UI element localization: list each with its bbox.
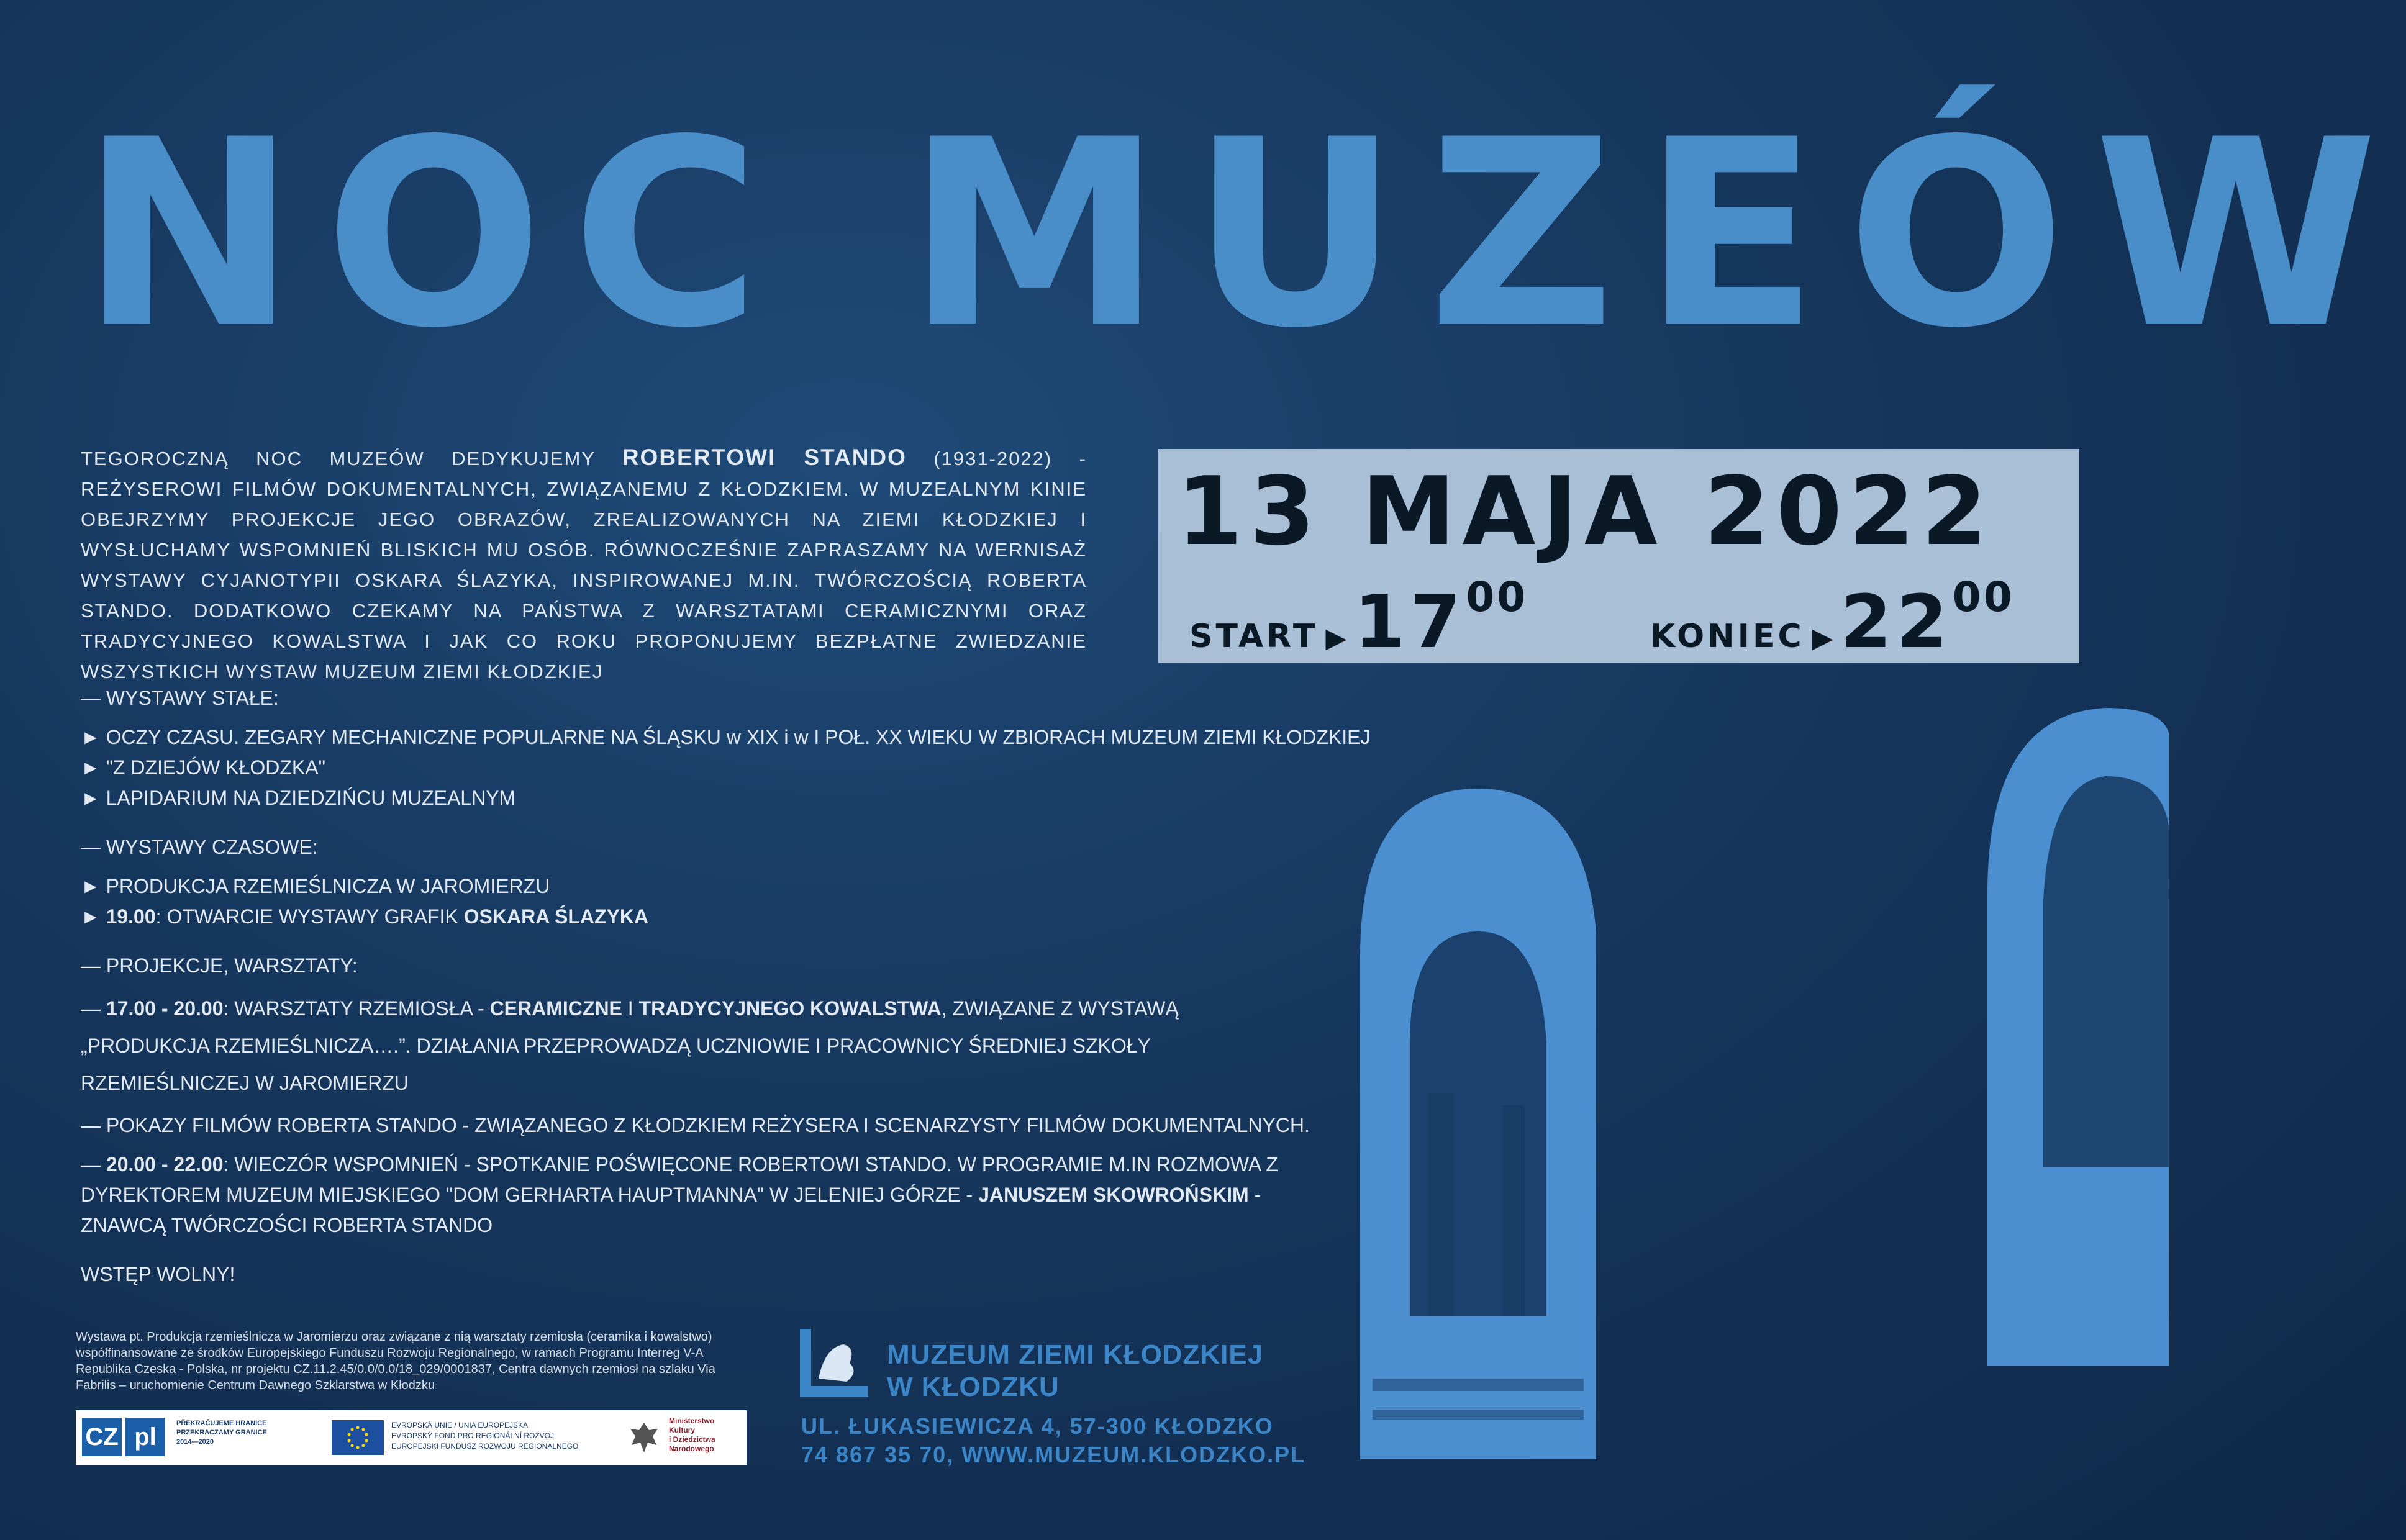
temporary-exhibitions — [81, 832, 1292, 932]
list-item: ► 19.00: OTWARCIE WYSTAWY GRAFIK OSKARA ŚLAZYKA — [81, 905, 649, 928]
intro-text: TEGOROCZNĄ NOC MUZEÓW DEDYKUJEMY ROBERTOWI STANDO (1931-2022) - REŻYSEROWI FILMÓW DOKUMENTALNYCH, ZWIĄZANEMU Z KŁODZKIEM. W MUZEALNYM KINIE OBEJRZYMY PROJEKCJE JEGO OBRAZÓW, ZREALIZOWANYCH NA ZIEMI KŁODZKIEJ I WYSŁUCHAMY WSPOMNIEŃ BLISKICH MU OSÓB. RÓWNOCZEŚNIE ZAPRASZAMY NA WERNISAŻ WYSTAWY CYJANOTYPII OSKARA ŚLAZYKA, INSPIROWANEJ M.IN. TWÓRCZOŚCIĄ ROBERTA STANDO. DODATKOWO CZEKAMY NA PAŃSTWA Z WARSZTATAMI CERAMICZNYMI ORAZ TRADYCYJNEGO KOWALSTWA I JAK CO ROKU PROPONUJEMY BEZPŁATNE ZWIEDZANIE WSZYSTKICH WYSTAW MUZEUM ZIEMI KŁODZKIEJ — [81, 445, 1087, 682]
list-item: ► PRODUKCJA RZEMIEŚLNICZA W JAROMIERZU — [81, 875, 550, 897]
eu-flag-icon — [332, 1420, 384, 1455]
list-item: — POKAZY FILMÓW ROBERTA STANDO - ZWIĄZANEGO Z KŁODZKIEM REŻYSERA I SCENARZYSTY FILMÓW DOKUMENTALNYCH. — [81, 1114, 1310, 1136]
museum-phone-website: 74 867 35 70, WWW.MUZEUM.KLODZKO.PL — [801, 1442, 1306, 1467]
section-heading: — PROJEKCJE, WARSZTATY: — [81, 954, 358, 977]
museum-name: MUZEUM ZIEMI KŁODZKIEJ W KŁODZKU — [887, 1339, 1264, 1402]
ministry-text: Ministerstwo Kultury i Dziedzictwa Narodowego — [669, 1416, 715, 1453]
museum-contact — [801, 1412, 1305, 1469]
list-item: ► "Z DZIEJÓW KŁODZKA" — [81, 756, 325, 779]
list-item: — 20.00 - 22.00: WIECZÓR WSPOMNIEŃ - SPOTKANIE POŚWIĘCONE ROBERTOWI STANDO. W PROGRAMIE M.IN ROZMOWA Z DYREKTOREM MUZEUM MIEJSKIEGO "DOM GERHARTA HAUPTMANNA" W JELENIEJ GÓRZE - JANUSZEM SKOWROŃSKIM - ZNAWCĄ TWÓRCZOŚCI ROBERTA STANDO — [81, 1153, 1278, 1236]
arches-illustration — [1335, 695, 2169, 1478]
section-heading: — WYSTAWY CZASOWE: — [81, 836, 318, 858]
workshops-section — [81, 951, 1310, 1241]
honoree-name: ROBERTOWI STANDO — [622, 445, 907, 470]
list-item: — 17.00 - 20.00: WARSZTATY RZEMIOSŁA - CERAMICZNE I TRADYCYJNEGO KOWALSTWA, ZWIĄZANE Z WYSTAWĄ „PRODUKCJA RZEMIEŚLNICZA….”. DZIAŁANIA PRZEPROWADZĄ UCZNIOWIE I PRACOWNICY ŚREDNIEJ SZKOŁY RZEMIEŚLNICZEJ W JAROMIERZU — [81, 997, 1179, 1094]
event-date: 13 MAJA 2022 — [1177, 456, 1994, 566]
eu-text: EVROPSKÁ UNIE / UNIA EUROPEJSKA EVROPSKÝ FOND PRO REGIONÁLNÍ ROZVOJ EUROPEJSKI FUNDUSZ ROZWOJU REGIONALNEGO — [391, 1421, 579, 1451]
permanent-exhibitions — [81, 683, 1371, 813]
eagle-emblem-icon — [625, 1419, 663, 1456]
museum-address: UL. ŁUKASIEWICZA 4, 57-300 KŁODZKO — [801, 1413, 1274, 1439]
czpl-text: PŘEKRAČUJEME HRANICE PRZEKRACZAMY GRANICE 2014—2020 — [176, 1420, 267, 1446]
start-time: START ▶ 1700 — [1189, 573, 1528, 664]
czpl-logo: CZ pl — [82, 1418, 169, 1456]
program-list — [81, 683, 1371, 1290]
free-entry-text: WSTĘP WOLNY! — [81, 1263, 235, 1285]
event-date-box — [1158, 449, 2079, 663]
list-item: ► LAPIDARIUM NA DZIEDZIŃCU MUZEALNYM — [81, 787, 516, 809]
page-title: NOC MUZEÓW — [81, 84, 2406, 384]
sponsor-logos — [76, 1410, 747, 1465]
section-heading: — WYSTAWY STAŁE: — [81, 687, 279, 709]
list-item: ► OCZY CZASU. ZEGARY MECHANICZNE POPULARNE NA ŚLĄSKU w XIX i w I POŁ. XX WIEKU W ZBIORACH MUZEUM ZIEMI KŁODZKIEJ — [81, 726, 1371, 748]
play-arrow-icon: ▶ — [1325, 622, 1347, 654]
museum-logo-icon — [800, 1329, 868, 1397]
funding-footnote: Wystawa pt. Produkcja rzemieślnicza w Jaromierzu oraz związane z nią warsztaty rzemiosła (ceramika i kowalstwo) współfinansowane ze środków Europejskiego Funduszu Rozwoju Regionalnego, w ramach Programu Interreg V-A Republika Czeska - Polska, nr projektu CZ.11.2.45/0.0/0.0/18_029/0001837, Centra dawnych rzemiosł na szlaku Via Fabrilis – uruchomienie Centrum Dawnego Szklarstwa w Kłodzku — [76, 1330, 715, 1392]
play-arrow-icon: ▶ — [1812, 622, 1833, 654]
end-time: KONIEC ▶ 2200 — [1650, 573, 2015, 664]
